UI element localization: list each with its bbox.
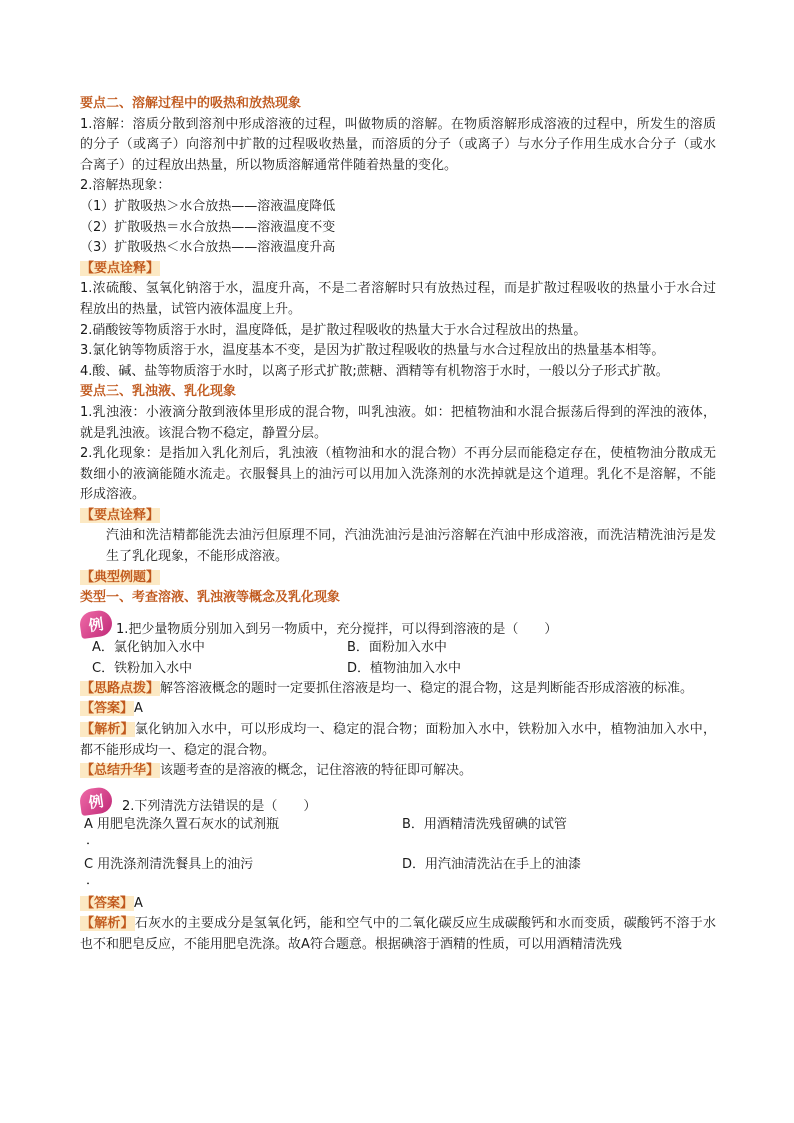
q1-options-row-2	[80, 658, 716, 679]
section-3-title: 要点三、乳浊液、乳化现象	[80, 384, 237, 400]
q1-analysis-label: 【解析】	[81, 722, 134, 738]
q2-option-d: D．用汽油清洗沾在手上的油漆	[402, 856, 582, 872]
s3-paragraph-1: 1.乳浊液：小液滴分散到液体里形成的混合物，叫乳浊液。如：把植物油和水混合振荡后得到的浑浊的液体，就是乳浊液。该混合物不稳定，静置分层。	[80, 404, 716, 441]
q1-option-c: C．铁粉加入水中	[92, 660, 193, 676]
q1-summary-text: 该题考查的是溶液的概念，记住溶液的特征即可解决。	[160, 763, 473, 779]
q2-options-row-2	[80, 854, 716, 876]
q2-answer	[80, 894, 716, 915]
q2-dot-1: ．	[86, 832, 100, 848]
q1-hint-label: 【思路点拨】	[81, 680, 160, 696]
s2-paragraph-1: 1.溶解：溶质分散到溶剂中形成溶液的过程，叫做物质的溶解。在物质溶解形成溶液的过程中，所发生的溶质的分子（或离子）向溶剂中扩散的过程吸收热量，而溶质的分子（或离子）与水分子作用生成水合分子（或水合离子）的过程放出热量，所以物质溶解通常伴随着热量的变化。	[80, 116, 716, 173]
q1-hint-text: 解答溶液概念的题时一定要抓住溶液是均一、稳定的混合物，这是判断能否形成溶液的标准。	[160, 680, 694, 696]
q1-options-row-1	[80, 637, 716, 658]
q1-analysis-text: 氯化钠加入水中，可以形成均一、稳定的混合物；面粉加入水中，铁粉加入水中，植物油加入水中，都不能形成均一、稳定的混合物。	[80, 722, 716, 758]
q2-analysis-label: 【解析】	[81, 916, 134, 932]
q1-option-b: B．面粉加入水中	[347, 639, 447, 655]
example-badge-icon: 例	[78, 786, 113, 816]
s2-note-2: 2.硝酸铵等物质溶于水时，温度降低，是扩散过程吸收的热量大于水合过程放出的热量。	[80, 322, 587, 338]
s3-note: 汽油和洗洁精都能洗去油污但原理不同，汽油洗油污是油污溶解在汽油中形成溶液，而洗洁精洗油污是发生了乳化现象，不能形成溶液。	[106, 528, 716, 565]
type-1-title: 类型一、考查溶液、乳浊液等概念及乳化现象	[80, 590, 341, 606]
example-badge-icon: 例	[78, 609, 113, 639]
section-2-title: 要点二、溶解过程中的吸热和放热现象	[80, 96, 302, 111]
q2-option-c: C 用洗涤剂清洗餐具上的油污	[84, 856, 254, 872]
q2-options-row-1	[80, 814, 716, 836]
s2-paragraph-2: 2.溶解热现象：	[80, 178, 171, 194]
s2-note-title: 【要点诠释】	[81, 260, 160, 276]
q2-option-b: B．用酒精清洗残留碘的试管	[402, 816, 567, 832]
q1-answer-value: A	[134, 701, 143, 717]
q2-analysis	[80, 914, 716, 955]
examples-title: 【典型例题】	[81, 569, 160, 585]
document-page	[80, 94, 716, 956]
s2-note-3: 3.氯化钠等物质溶于水，温度基本不变，是因为扩散过程吸收的热量与水合过程放出的热量基本相等。	[80, 343, 665, 359]
q2-dot-2: ．	[86, 872, 100, 888]
s2-case-1: （1）扩散吸热＞水合放热——溶液温度降低	[80, 198, 336, 214]
s2-note-1: 1.浓硫酸、氢氧化钠溶于水，温度升高，不是二者溶解时只有放热过程，而是扩散过程吸收的热量小于水合过程放出的热量，试管内液体温度上升。	[80, 281, 716, 317]
q2-option-a: A 用肥皂洗涤久置石灰水的试剂瓶	[84, 816, 280, 832]
q1-answer-label: 【答案】	[81, 701, 134, 717]
q2-analysis-text: 石灰水的主要成分是氢氧化钙，能和空气中的二氧化碳反应生成碳酸钙和水而变质，碳酸钙不溶于水也不和肥皂反应，不能用肥皂洗涤。故A符合题意。根据碘溶于酒精的性质，可以用酒精清洗残	[80, 916, 716, 952]
q1-summary	[80, 761, 716, 782]
q2-answer-label: 【答案】	[81, 895, 134, 911]
question-1	[80, 609, 716, 637]
q1-analysis	[80, 720, 716, 761]
q1-summary-label: 【总结升华】	[81, 763, 160, 779]
q1-stem: 1.把少量物质分别加入到另一物质中，充分搅拌，可以得到溶液的是（ ）	[116, 621, 558, 637]
question-2	[80, 786, 716, 814]
q2-stem: 2.下列清洗方法错误的是（ ）	[122, 798, 317, 814]
s2-case-3: （3）扩散吸热＜水合放热——溶液温度升高	[80, 240, 336, 256]
s3-paragraph-2: 2.乳化现象：是指加入乳化剂后，乳浊液（植物油和水的混合物）不再分层而能稳定存在，使植物油分散成无数细小的液滴能随水流走。衣服餐具上的油污可以用加入洗涤剂的水洗掉就是这个道理。乳化不是溶解，不能形成溶液。	[80, 446, 716, 503]
q1-answer	[80, 699, 716, 720]
q1-option-a: A．氯化钠加入水中	[92, 639, 205, 655]
q2-answer-value: A	[134, 895, 143, 911]
s2-note-4: 4.酸、碱、盐等物质溶于水时，以离子形式扩散;蔗糖、酒精等有机物溶于水时，一般以分子形式扩散。	[80, 363, 669, 379]
s3-note-title: 【要点诠释】	[81, 507, 160, 523]
q1-option-d: D．植物油加入水中	[347, 660, 462, 676]
q1-hint	[80, 679, 716, 700]
s2-case-2: （2）扩散吸热＝水合放热——溶液温度不变	[80, 219, 336, 235]
